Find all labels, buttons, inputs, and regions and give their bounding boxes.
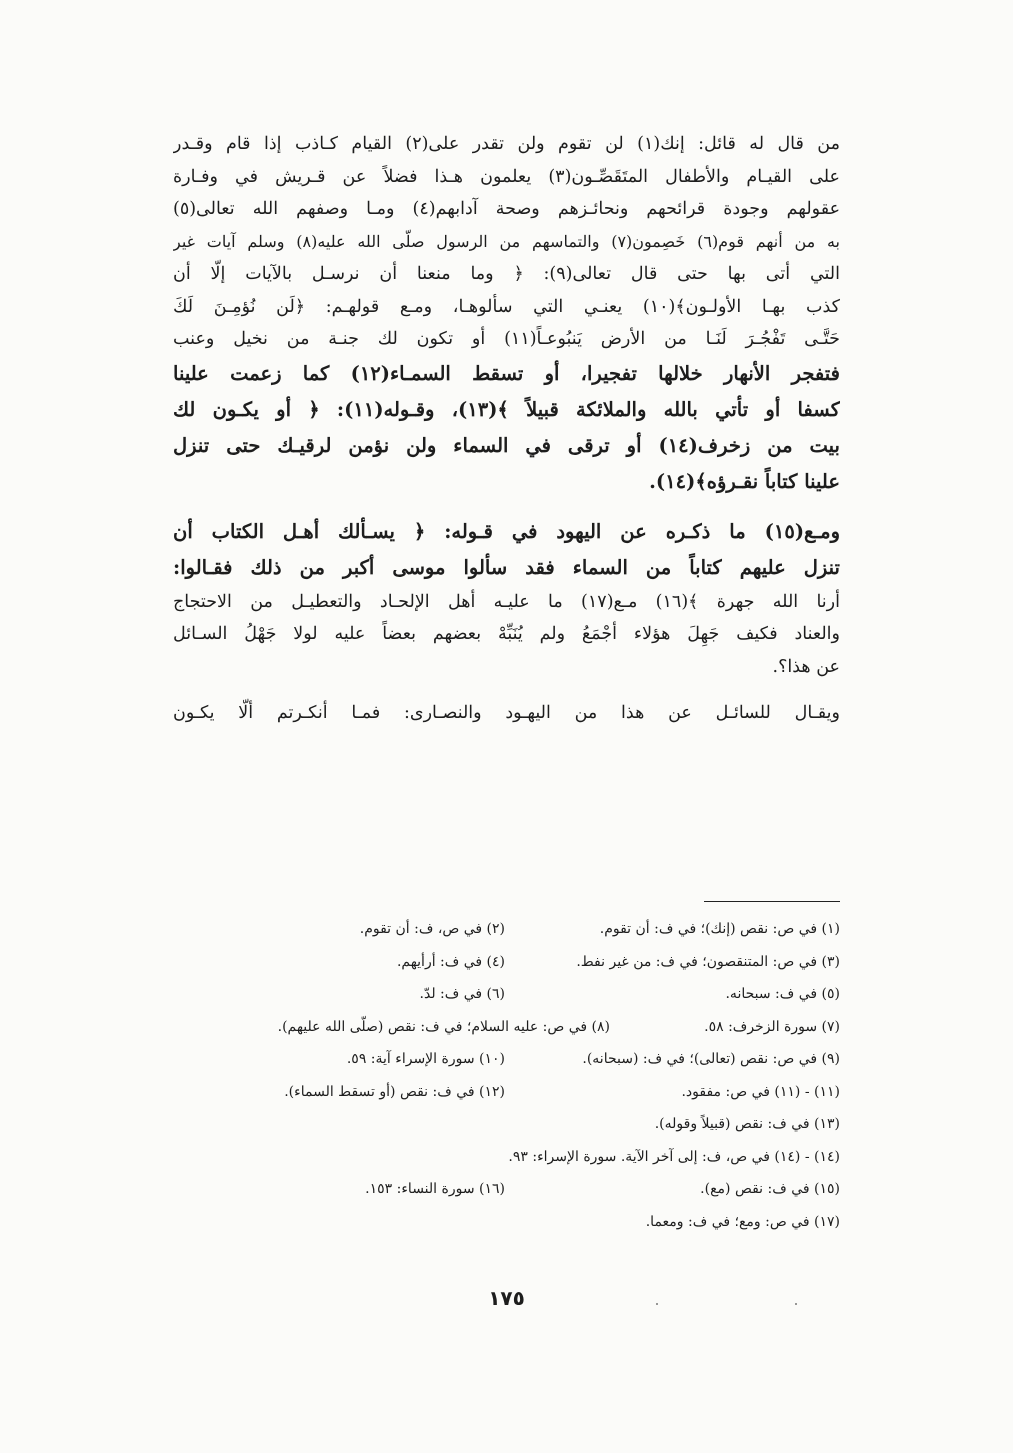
- footnote: (٧) سورة الزخرف: ٥٨.: [704, 1018, 840, 1035]
- footnote-row: [173, 1043, 840, 1076]
- footnote-row: [173, 1173, 840, 1206]
- text-line: كذب بهـا الأولـون﴾(١٠) يعنـي التي سألوهـا، ومـع قولهـم: ﴿لَن نُؤمِـنَ لَكَ: [173, 296, 840, 317]
- text-line: حَتَّـى تَفْجُـرَ لَنَـا من الأرض يَنبُوعـاً(١١) أو تكون لك جنـة من نخيل وعنب: [173, 329, 840, 349]
- main-text: [173, 128, 840, 730]
- footnotes: [173, 913, 840, 1238]
- text-line: بيت من زخرف(١٤) أو ترقى في السماء ولن نؤمن لرقيـك حتى تنزل: [173, 433, 840, 457]
- footnote-row: [173, 1206, 840, 1239]
- footnote: (١٤) - (١٤) في ص، ف: إلى آخر الآية. سورة الإسراء: ٩٣.: [508, 1148, 840, 1165]
- scan-speck: [795, 1303, 797, 1305]
- text-line: ومـع(١٥) ما ذكـره عن اليهود في قـوله: ﴿ يسـألك أهـل الكتاب أن: [173, 519, 840, 543]
- text-line: تنزل عليهم كتاباً من السماء فقد سألوا موسى أكبر من ذلك فقـالوا:: [173, 555, 840, 579]
- footnote: (٨) في ص: عليه السلام؛ في ف: نقص (صلّى الله عليهم).: [277, 1018, 610, 1035]
- text-line: ويقـال للسائـل عن هذا من اليهـود والنصـارى: فمـا أنكـرتم ألّا يكـون: [173, 703, 840, 723]
- footnote: (١٢) في ف: نقص (أو تسقط السماء).: [284, 1083, 505, 1100]
- footnote-divider: [704, 901, 840, 902]
- footnote: (١٠) سورة الإسراء آية: ٥٩.: [346, 1051, 505, 1067]
- footnote: (١٦) سورة النساء: ١٥٣.: [365, 1181, 505, 1197]
- footnote: (٦) في ف: لدّ.: [419, 986, 505, 1002]
- footnote-row: [173, 1011, 840, 1044]
- footnote-row: [173, 1141, 840, 1174]
- page-number: ١٧٥: [488, 1286, 525, 1310]
- text-line: فتفجر الأنهار خلالها تفجيرا، أو تسقط السمـاء(١٢) كما زعمت علينا: [173, 361, 840, 385]
- footnote: (١١) - (١١) في ص: مفقود.: [681, 1083, 840, 1100]
- text-line: عن هذا؟.: [772, 656, 840, 677]
- scan-speck: [656, 1303, 658, 1305]
- footnote-row: [173, 978, 840, 1011]
- text-line: كسفا أو تأتي بالله والملائكة قبيلاً ﴾(١٣)، وقـوله(١١): ﴿ أو يكـون لك: [173, 397, 840, 421]
- footnote-row: [173, 1076, 840, 1109]
- footnote-row: [173, 1108, 840, 1141]
- footnote-row: [173, 946, 840, 979]
- text-line: علينا كتاباً نقـرؤه﴾(١٤).: [649, 469, 840, 493]
- footnote: (١٥) في ف: نقص (مع).: [700, 1181, 840, 1197]
- footnote: (٤) في ف: أرأيهم.: [396, 953, 505, 970]
- footnote: (٩) في ص: نقص (تعالى)؛ في ف: (سبحانه).: [582, 1051, 840, 1067]
- text-line: من قال له قائل: إنك(١) لن تقوم ولن تقدر على(٢) القيام كـاذب إذا قام وقـدر: [173, 134, 840, 154]
- text-line: والعناد فكيف جَهِلَ هؤلاء أجْمَعُ ولم يُنَبِّهْ بعضهم بعضاً عليه لولا جَهْلُ السـائل: [173, 624, 840, 644]
- footnote: (١٧) في ص: ومع؛ في ف: ومعما.: [645, 1213, 840, 1230]
- text-line: التي أتى بها حتى قال تعالى(٩): ﴿ وما منعنا أن نرسـل بالآيات إلّا أن: [173, 264, 840, 284]
- text-line: عقولهم وجودة قرائحهم ونحائـزهم وصحة آدابهم(٤) ومـا وصفهم الله تعالى(٥): [173, 199, 840, 219]
- text-line: به من أنهم قوم(٦) خَصِمون(٧) والتماسهم من الرسول صلّى الله عليه(٨) وسلم آيات غير: [173, 231, 840, 251]
- footnote-row: [173, 913, 840, 946]
- footnote: (٥) في ف: سبحانه.: [725, 986, 840, 1002]
- footnote: (٢) في ص، ف: أن تقوم.: [359, 921, 505, 937]
- text-line: على القيـام والأطفال المتَقَصِّـون(٣) يعلمون هـذا فضلاً عن قـريش في وفـارة: [173, 166, 840, 187]
- footnote: (١٣) في ف: نقص (قبيلاً وقوله).: [654, 1116, 840, 1132]
- text-line: أرنا الله جهرة ﴾(١٦) مـع(١٧) ما عليـه أهل الإلحـاد والتعطيـل من الاحتجاج: [173, 591, 840, 612]
- footnote: (١) في ص: نقص (إنك)؛ في ف: أن تقوم.: [599, 921, 840, 937]
- footnote: (٣) في ص: المتنقصون؛ في ف: من غير نفط.: [576, 953, 840, 970]
